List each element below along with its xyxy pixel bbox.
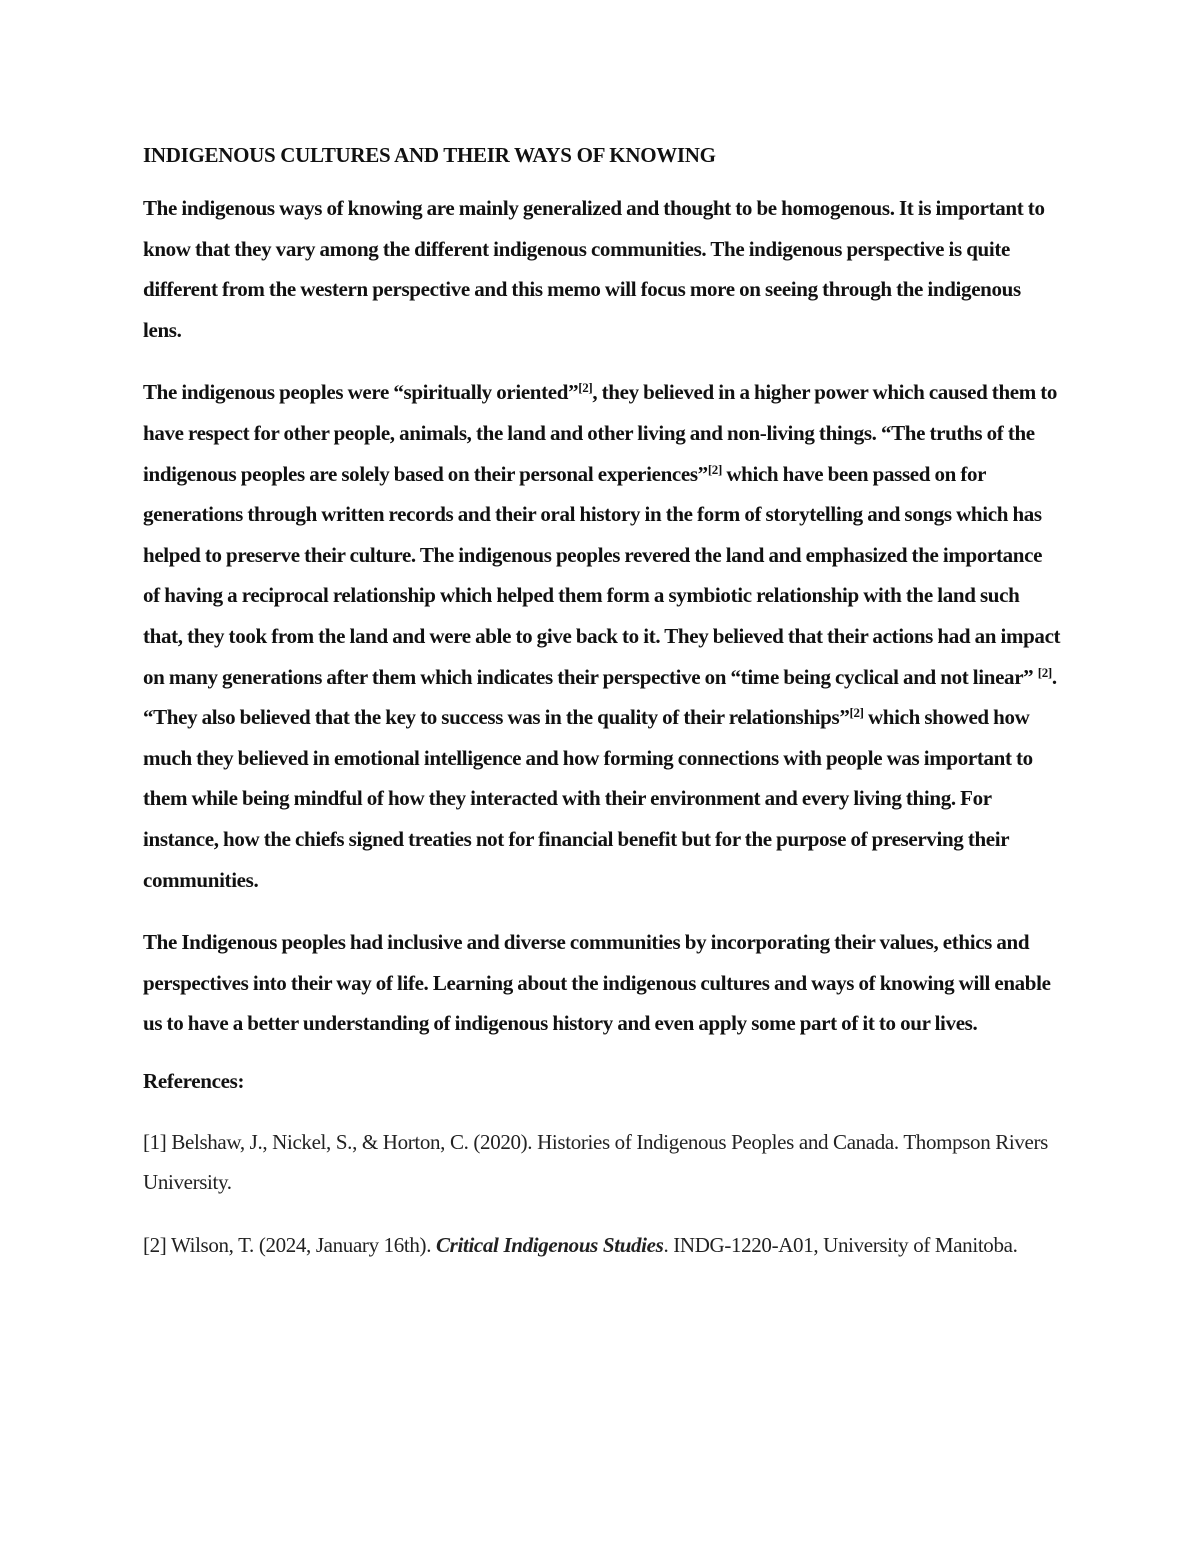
paragraph-body-text-5: which showed how much they believed in emotional intelligence and how forming connections with people was important to them while being mindful of how they interacted with their environment and every living thing. For instance, how the chiefs signed treaties not for financial benefit but for the purpose of preserving their communities.: [143, 705, 1033, 892]
references-heading: References:: [143, 1068, 245, 1093]
citation-marker: [2]: [707, 461, 722, 477]
reference-item-2: [143, 1225, 1063, 1266]
reference-2-title: Critical Indigenous Studies: [436, 1233, 664, 1258]
citation-marker: [2]: [1037, 664, 1052, 680]
reference-2-text: [2] Wilson, T. (2024, January 16th).: [143, 1233, 436, 1258]
document-title: INDIGENOUS CULTURES AND THEIR WAYS OF KNOWING: [143, 143, 716, 167]
citation-marker: [2]: [849, 705, 864, 721]
reference-item-1: [1] Belshaw, J., Nickel, S., & Horton, C. (2020). Histories of Indigenous Peoples and Canada. Thompson Rivers University.: [143, 1129, 1048, 1195]
paragraph-body-text-3: which have been passed on for generations through written records and their oral history in the form of storytelling and songs which has helped to preserve their culture. The indigenous peoples revered the land and emphasized the importance of having a reciprocal relationship which helped them form a symbiotic relationship with the land such that, they took from the land and were able to give back to it. They believed that their actions had an impact on many generations after them which indicates their perspective on “time being cyclical and not linear”: [143, 461, 1061, 689]
citation-marker: [2]: [578, 380, 593, 396]
paragraph-intro: The indigenous ways of knowing are mainly generalized and thought to be homogenous. It is important to know that they vary among the different indigenous communities. The indigenous perspective is quite different from the western perspective and this memo will focus more on seeing through the indigenous lens.: [143, 196, 1045, 342]
reference-2-text-after: . INDG-1220-A01, University of Manitoba.: [663, 1233, 1018, 1258]
paragraph-conclusion: The Indigenous peoples had inclusive and diverse communities by incorporating their values, ethics and perspectives into their way of life. Learning about the indigenous cultures and ways of knowing will enable us to have a better understanding of indigenous history and even apply some part of it to our lives.: [143, 930, 1051, 1036]
paragraph-body-text-4: . “They also believed that the key to success was in the quality of their relationships”: [143, 664, 1057, 730]
paragraph-body: [143, 372, 1063, 900]
paragraph-body-text-1: The indigenous peoples were “spiritually oriented”: [143, 380, 579, 405]
paragraph-body-text-2: , they believed in a higher power which caused them to have respect for other people, animals, the land and other living and non-living things. “The truths of the indigenous peoples are solely based on their personal experiences”: [143, 380, 1058, 486]
document-page: [143, 140, 1063, 1288]
